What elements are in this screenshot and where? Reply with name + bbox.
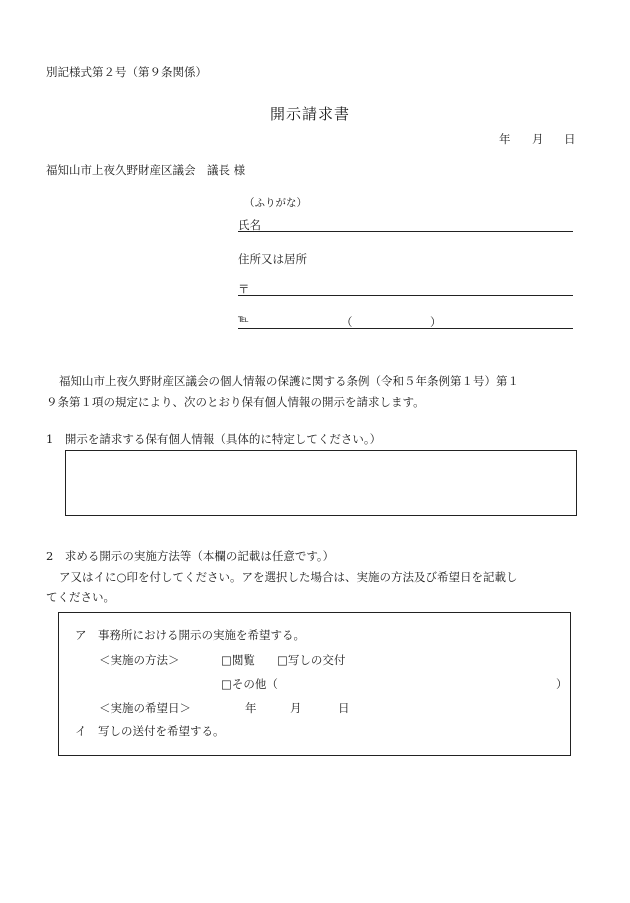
preferred-date-year: 年 [245, 701, 257, 715]
section2-note-line-1: ア又はイに○印を付してください。アを選択した場合は、実施の方法及び希望日を記載し [59, 570, 518, 584]
postal-mark: 〒 [238, 282, 250, 296]
option-i-mail[interactable]: イ 写しの送付を希望する。 [75, 724, 225, 738]
option-a-onsite[interactable]: ア 事務所における開示の実施を希望する。 [75, 628, 305, 642]
date-year: 年 [499, 132, 511, 146]
intro-line-2: ９条第１項の規定により、次のとおり保有個人情報の開示を請求します。 [46, 395, 425, 409]
checkbox-other[interactable]: □その他（ [221, 677, 278, 691]
section2-heading: 2 求める開示の実施方法等（本欄の記載は任意です。） [46, 549, 335, 563]
name-label: 氏名 [238, 218, 261, 232]
tel-mark: ℡ [238, 314, 249, 325]
personal-info-input-box[interactable] [65, 450, 577, 516]
addressee: 福知山市上夜久野財産区議会 議長 様 [46, 163, 246, 177]
form-id: 別記様式第２号（第９条関係） [46, 65, 207, 79]
name-field[interactable] [238, 231, 573, 232]
address-label: 住所又は居所 [238, 252, 307, 266]
intro-line-1: 福知山市上夜久野財産区議会の個人情報の保護に関する条例（令和５年条例第１号）第１ [59, 374, 519, 388]
other-paren-close: ） [556, 677, 568, 691]
disclosure-method-box [58, 612, 571, 756]
checkbox-copy[interactable]: □写しの交付 [277, 653, 346, 667]
section1-heading: 1 開示を請求する保有個人情報（具体的に特定してください。） [46, 432, 382, 446]
document-title: 開示請求書 [270, 105, 351, 123]
date-month: 月 [532, 132, 544, 146]
preferred-date-month: 月 [290, 701, 302, 715]
date-day: 日 [564, 132, 576, 146]
tel-paren-close: ） [430, 315, 442, 329]
preferred-date-day: 日 [338, 701, 350, 715]
method-label: ＜実施の方法＞ [99, 653, 180, 667]
furigana-label: （ふりがな） [244, 197, 307, 209]
checkbox-view[interactable]: □閲覧 [221, 653, 255, 667]
tel-paren-open: （ [341, 315, 353, 329]
tel-field[interactable] [238, 328, 573, 329]
section2-note-line-2: てください。 [46, 590, 115, 604]
address-field[interactable] [238, 295, 573, 296]
preferred-date-label: ＜実施の希望日＞ [99, 701, 191, 715]
